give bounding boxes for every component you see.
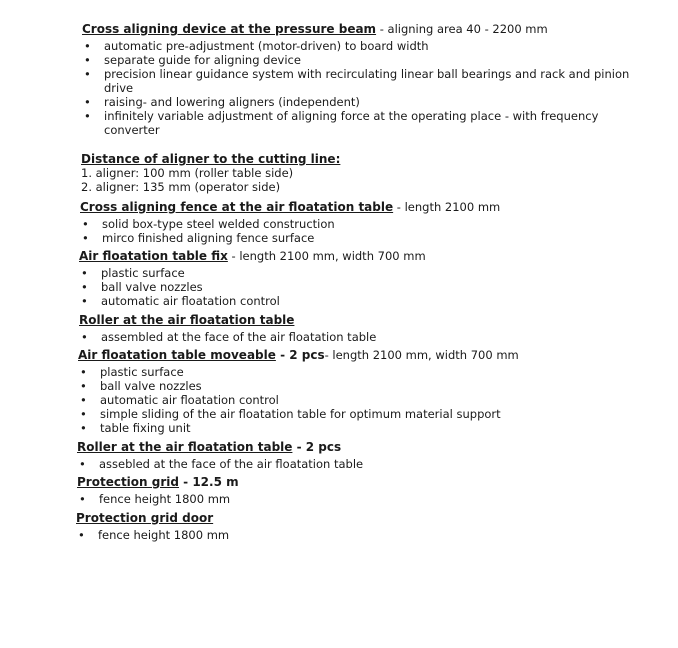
bullet-icon: • <box>82 217 89 231</box>
bullet-list <box>77 457 363 471</box>
section-suffix: - length 2100 mm, width 700 mm <box>227 249 426 263</box>
section-heading: Cross aligning device at the pressure beam <box>82 22 377 36</box>
section-suffix: - length 2100 mm, width 700 mm <box>324 348 519 362</box>
bullet-list <box>82 39 652 137</box>
list-item: • raising- and lowering aligners (independent) <box>84 95 360 109</box>
section-cross-aligning-fence <box>80 200 500 245</box>
bullet-icon: • <box>84 95 91 109</box>
bullet-icon: • <box>79 492 86 506</box>
section-distance-of-aligner <box>81 152 340 194</box>
list-item: • ball valve nozzles <box>80 379 202 393</box>
section-heading: Distance of aligner to the cutting line: <box>81 152 341 166</box>
aligner-distance-line: 2. aligner: 135 mm (operator side) <box>81 180 281 194</box>
section-title-line <box>77 440 363 454</box>
aligner-distance-line: 1. aligner: 100 mm (roller table side) <box>81 166 294 180</box>
section-title-line <box>79 249 426 263</box>
section-suffix: - aligning area 40 - 2200 mm <box>376 22 548 36</box>
section-air-floatation-table-fix <box>79 249 426 308</box>
bullet-list <box>78 365 519 435</box>
list-item: • ball valve nozzles <box>81 280 203 294</box>
bullet-list <box>79 330 376 344</box>
section-title-line <box>77 475 239 489</box>
section-cross-aligning-device <box>82 22 652 137</box>
list-item: • plastic surface <box>81 266 185 280</box>
section-title-line <box>82 22 652 36</box>
section-suffix: - length 2100 mm <box>393 200 501 214</box>
section-title-line <box>76 511 229 525</box>
section-heading: Air floatation table fix <box>79 249 228 263</box>
bullet-icon: • <box>84 39 91 53</box>
section-heading: Protection grid door <box>76 511 214 525</box>
list-item: • plastic surface <box>80 365 184 379</box>
section-title-line <box>78 348 519 362</box>
bullet-icon: • <box>80 421 87 435</box>
bullet-icon: • <box>81 280 88 294</box>
section-heading: Cross aligning fence at the air floatation table <box>80 200 394 214</box>
section-title-line <box>80 200 500 214</box>
bullet-icon: • <box>80 379 87 393</box>
section-quantity: - 12.5 m <box>178 475 239 489</box>
list-item: • table fixing unit <box>80 421 191 435</box>
bullet-icon: • <box>84 109 91 123</box>
section-air-floatation-table-moveable <box>78 348 519 435</box>
bullet-list <box>80 217 500 245</box>
bullet-icon: • <box>81 330 88 344</box>
section-heading: Roller at the air floatation table <box>77 440 293 454</box>
list-item: • mirco finished aligning fence surface <box>82 231 315 245</box>
bullet-icon: • <box>81 294 88 308</box>
bullet-list <box>77 492 239 506</box>
section-title-line <box>79 313 376 327</box>
section-heading: Roller at the air floatation table <box>79 313 295 327</box>
section-quantity: - 2 pcs <box>275 348 325 362</box>
list-item: • infinitely variable adjustment of aligning force at the operating place - with frequency converter <box>84 109 599 137</box>
section-quantity: - 2 pcs <box>292 440 342 454</box>
list-item: • automatic pre-adjustment (motor-driven) to board width <box>84 39 429 53</box>
list-item: • fence height 1800 mm <box>78 528 230 542</box>
bullet-icon: • <box>84 53 91 67</box>
list-item: • assebled at the face of the air floatation table <box>79 457 364 471</box>
section-heading: Air floatation table moveable <box>78 348 276 362</box>
list-item: • automatic air floatation control <box>81 294 280 308</box>
list-item: • separate guide for aligning device <box>84 53 301 67</box>
bullet-icon: • <box>78 528 85 542</box>
bullet-icon: • <box>79 457 86 471</box>
section-protection-grid-door <box>76 511 229 542</box>
bullet-icon: • <box>81 266 88 280</box>
section-protection-grid <box>77 475 239 506</box>
section-roller-air-floatation-table <box>79 313 376 344</box>
list-item: • solid box-type steel welded construction <box>82 217 335 231</box>
list-item: • simple sliding of the air floatation table for optimum material support <box>80 407 501 421</box>
bullet-icon: • <box>80 393 87 407</box>
section-roller-air-floatation-table-2pcs <box>77 440 363 471</box>
bullet-icon: • <box>82 231 89 245</box>
list-item: • automatic air floatation control <box>80 393 279 407</box>
bullet-icon: • <box>80 407 87 421</box>
list-item: • precision linear guidance system with recirculating linear ball bearings and rack and pinion drive <box>84 67 630 95</box>
bullet-icon: • <box>80 365 87 379</box>
section-heading: Protection grid <box>77 475 179 489</box>
list-item: • assembled at the face of the air floatation table <box>81 330 377 344</box>
bullet-list <box>76 528 229 542</box>
list-item: • fence height 1800 mm <box>79 492 231 506</box>
bullet-list <box>79 266 426 308</box>
bullet-icon: • <box>84 67 91 81</box>
